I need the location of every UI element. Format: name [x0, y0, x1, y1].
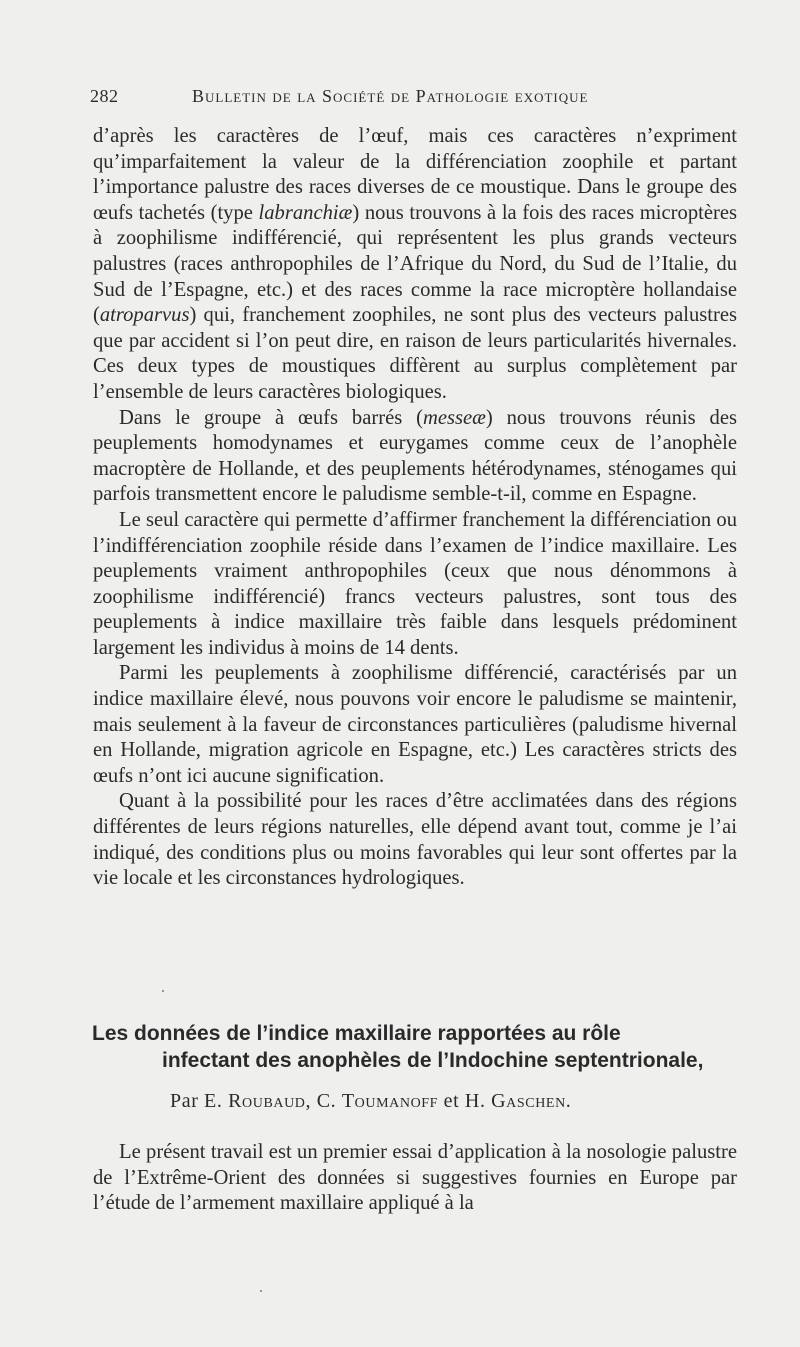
running-head	[90, 86, 740, 112]
italic-term: messeæ	[422, 406, 486, 429]
text-run: ) qui, franchement zoophiles, ne sont plus des vecteurs palustres que par accident si l’on peut dire, en raison de leurs particularités hivernales. Ces deux types de moustiques diffèrent au surplus complètement par l’ensemble de leurs caractères biologiques.	[93, 304, 737, 403]
author-roubaud: Roubaud	[228, 1090, 306, 1112]
text-run: d’après les caractères de l’œuf, mais ces caractères n’expriment qu’imparfaitement la valeur de la différenciation zoophile et partant l’importance palustre des races diverses de ce moustique. Dans le groupe des œufs tachetés (type	[93, 125, 737, 224]
authors-prefix: Par E.	[170, 1090, 229, 1112]
article-title	[92, 1020, 742, 1074]
italic-term: labranchiæ	[258, 201, 353, 224]
text-run: Parmi les peuplements à zoophilisme différencié, caractérisés par un indice maxillaire élevé, nous pouvons voir encore le paludisme se maintenir, mais seulement à la faveur de circonstances particulières (paludisme hivernal en Hollande, migration agricole en Espagne, etc.) Les caractères stricts des œufs n’ont ici aucune signification.	[93, 662, 737, 787]
authors-suffix: .	[565, 1090, 572, 1112]
article-authors	[170, 1090, 730, 1113]
author-gaschen: Gaschen	[491, 1090, 566, 1112]
author-toumanoff: Toumanoff	[341, 1090, 439, 1112]
intro-paragraph: Le présent travail est un premier essai d’application à la nosologie palustre de l’Extrême-Orient des données si suggestives fournies en Europe par l’étude de l’armement maxillaire appliqué à la	[93, 1141, 737, 1215]
body-paragraph	[93, 508, 737, 662]
article-intro	[93, 1140, 737, 1217]
page-number: 282	[90, 86, 119, 106]
print-speck	[260, 1290, 262, 1292]
italic-term: atroparvus	[99, 304, 190, 327]
body-paragraph	[93, 124, 737, 406]
article-title-line1: Les données de l’indice maxillaire rapportées au rôle	[92, 1022, 621, 1045]
body-paragraph	[93, 789, 737, 891]
text-run: Dans le groupe à œufs barrés (	[119, 406, 423, 429]
body-paragraph	[93, 661, 737, 789]
body-paragraph	[93, 406, 737, 508]
journal-title: Bulletin de la Société de Pathologie exotique	[192, 86, 589, 106]
text-run: Quant à la possibilité pour les races d’être acclimatées dans des régions différentes de leurs régions naturelles, elle dépend avant tout, comme je l’ai indiqué, des conditions plus ou moins favorables qui leur sont offertes par la vie locale et les circonstances hydrologiques.	[93, 790, 737, 890]
text-run: Le seul caractère qui permette d’affirmer franchement la différenciation ou l’indifférenciation zoophile réside dans l’examen de l’indice maxillaire. Les peuplements vraiment anthropophiles (ceux que nous dénommons à zoophilisme indifférencié) francs vecteurs palustres, sont tous des peuplements à indice maxillaire très faible dans lesquels prédominent largement les individus à moins de 14 dents.	[93, 508, 737, 659]
print-speck	[162, 990, 164, 992]
body-text	[93, 124, 737, 892]
authors-separator-2: et H.	[438, 1090, 492, 1112]
article-title-line2: infectant des anophèles de l’Indochine septentrionale,	[162, 1049, 704, 1072]
text-run: ) nous trouvons réunis des peuplements homodynames et eurygames comme ceux de l’anophèle macroptère de Hollande, et des peuplements hétérodynames, sténogames qui parfois transmettent encore le paludisme semble-t-il, comme en Espagne.	[93, 406, 737, 506]
text-run: ) nous trouvons à la fois des races microptères à zoophilisme indifférencié, qui représentent les plus grands vecteurs palustres (races anthropophiles de l’Afrique du Nord, du Sud de l’Italie, du Sud de l’Espagne, etc.) et des races comme la race microptère hollandaise (	[93, 201, 737, 327]
authors-separator-1: , C.	[305, 1090, 342, 1112]
